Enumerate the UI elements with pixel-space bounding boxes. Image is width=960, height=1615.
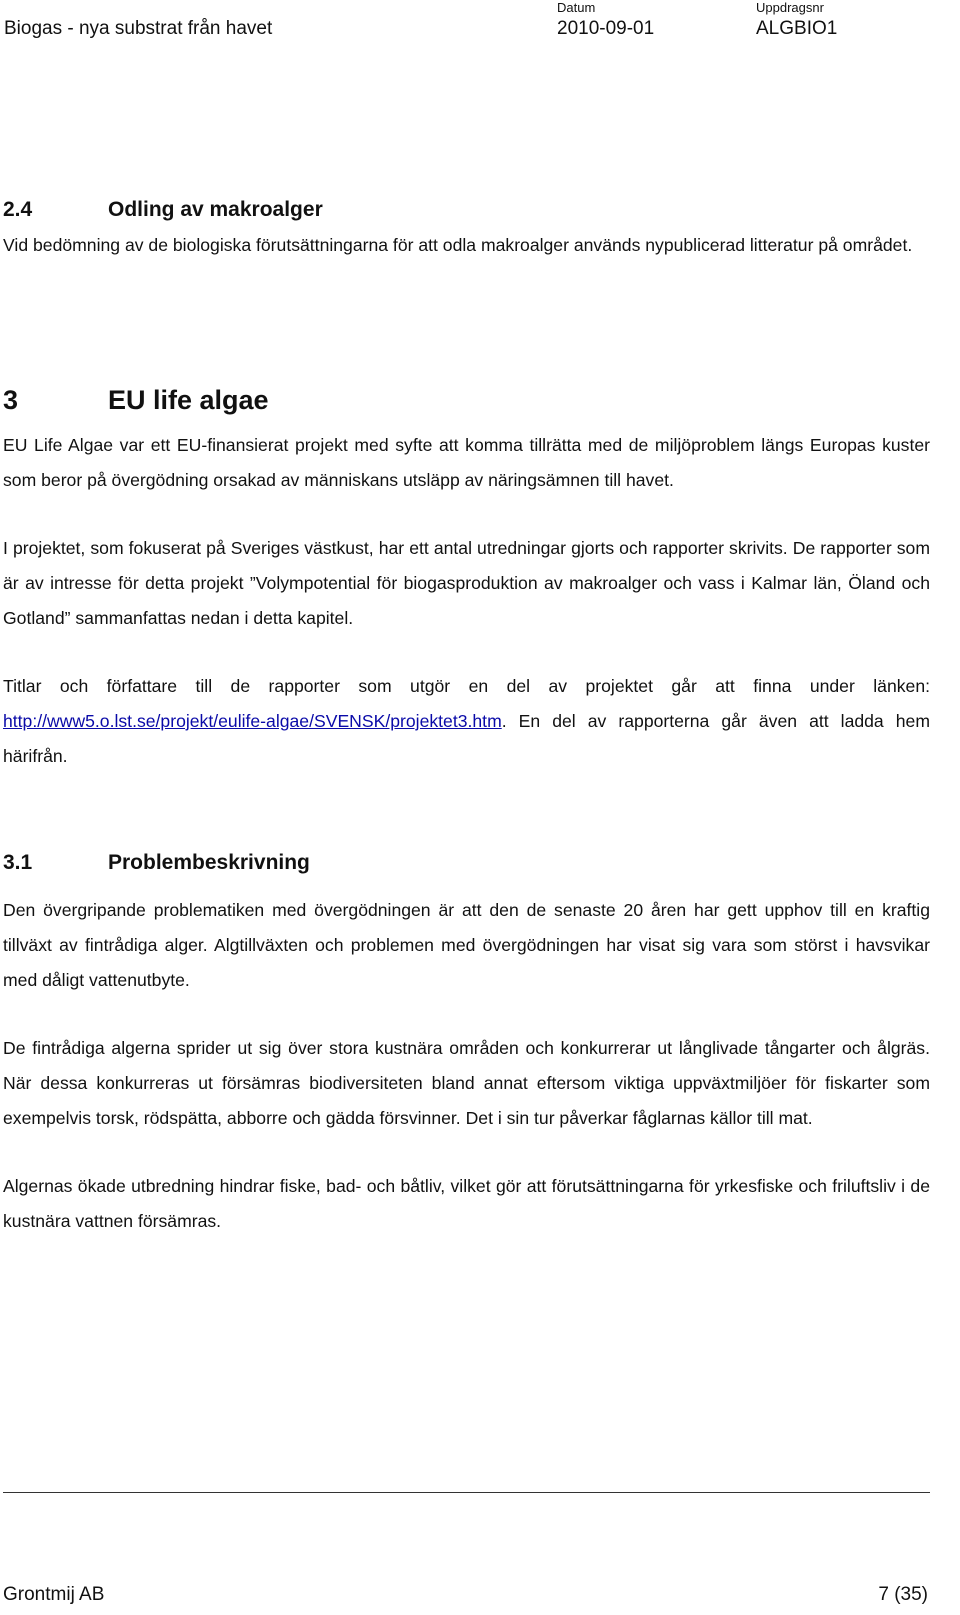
footer-company: Grontmij AB — [3, 1584, 105, 1605]
paragraph-text: Titlar och författare till de rapporter som utgör en del av projektet går att finna under länken: — [3, 676, 930, 696]
paragraph: Algernas ökade utbredning hindrar fiske, bad- och båtliv, vilket gör att förutsättningarna för yrkesfiske och friluftsliv i de kustnära vattnen försämras. — [3, 1176, 930, 1231]
paragraph: Den övergripande problematiken med övergödningen är att den de senaste 20 åren har gett upphov till en kraftig tillväxt av fintrådiga alger. Algtillväxten och problemen med övergödningen har visat sig vara som störst i havsvikar med dåligt vattenutbyte. — [3, 900, 930, 990]
footer-divider — [3, 1492, 930, 1493]
paragraph: I projektet, som fokuserat på Sveriges västkust, har ett antal utredningar gjorts och rapporter skrivits. De rapporter som är av intresse för detta projekt ”Volympotential för biogasproduktion av makroalger och vass i Kalmar län, Öland och Gotland” sammanfattas nedan i detta kapitel. — [3, 538, 930, 628]
section-3-1-heading — [3, 851, 930, 875]
page-number: 7 (35) — [878, 1584, 928, 1605]
section-2-4-heading — [3, 198, 930, 222]
paragraph-with-link — [3, 669, 930, 774]
section-title: Odling av makroalger — [108, 198, 323, 221]
assignment-value: ALGBIO1 — [756, 18, 838, 39]
report-link[interactable]: http://www5.o.lst.se/projekt/eulife-algae/SVENSK/projektet3.htm — [3, 711, 502, 731]
date-label: Datum — [557, 0, 596, 15]
assignment-label: Uppdragsnr — [756, 0, 824, 15]
section-number: 2.4 — [3, 198, 33, 221]
section-3-heading — [3, 385, 930, 416]
section-number: 3.1 — [3, 851, 33, 874]
page-header — [0, 0, 960, 50]
section-title: Problembeskrivning — [108, 851, 310, 874]
section-number: 3 — [3, 385, 19, 415]
paragraph: De fintrådiga algerna sprider ut sig över stora kustnära områden och konkurrerar ut långlivade tångarter och ålgräs. När dessa konkurreras ut försämras biodiversiteten bland annat eftersom viktiga uppväxtmiljöer för fiskarter som exempelvis torsk, rödspätta, abborre och gädda försvinner. Det i sin tur påverkar fåglarnas källor till mat. — [3, 1038, 930, 1128]
paragraph-tail: . En del av rapporterna går även att ladda hem härifrån. — [3, 711, 930, 766]
section-title: EU life algae — [108, 385, 269, 415]
paragraph: Vid bedömning av de biologiska förutsättningarna för att odla makroalger används nypublicerad litteratur på området. — [3, 235, 913, 255]
document-title: Biogas - nya substrat från havet — [4, 18, 273, 39]
date-value: 2010-09-01 — [557, 18, 655, 39]
document-body — [3, 198, 930, 1239]
paragraph: EU Life Algae var ett EU-finansierat projekt med syfte att komma tillrätta med de miljöproblem längs Europas kuster som beror på övergödning orsakad av människans utsläpp av näringsämnen till havet. — [3, 435, 930, 490]
